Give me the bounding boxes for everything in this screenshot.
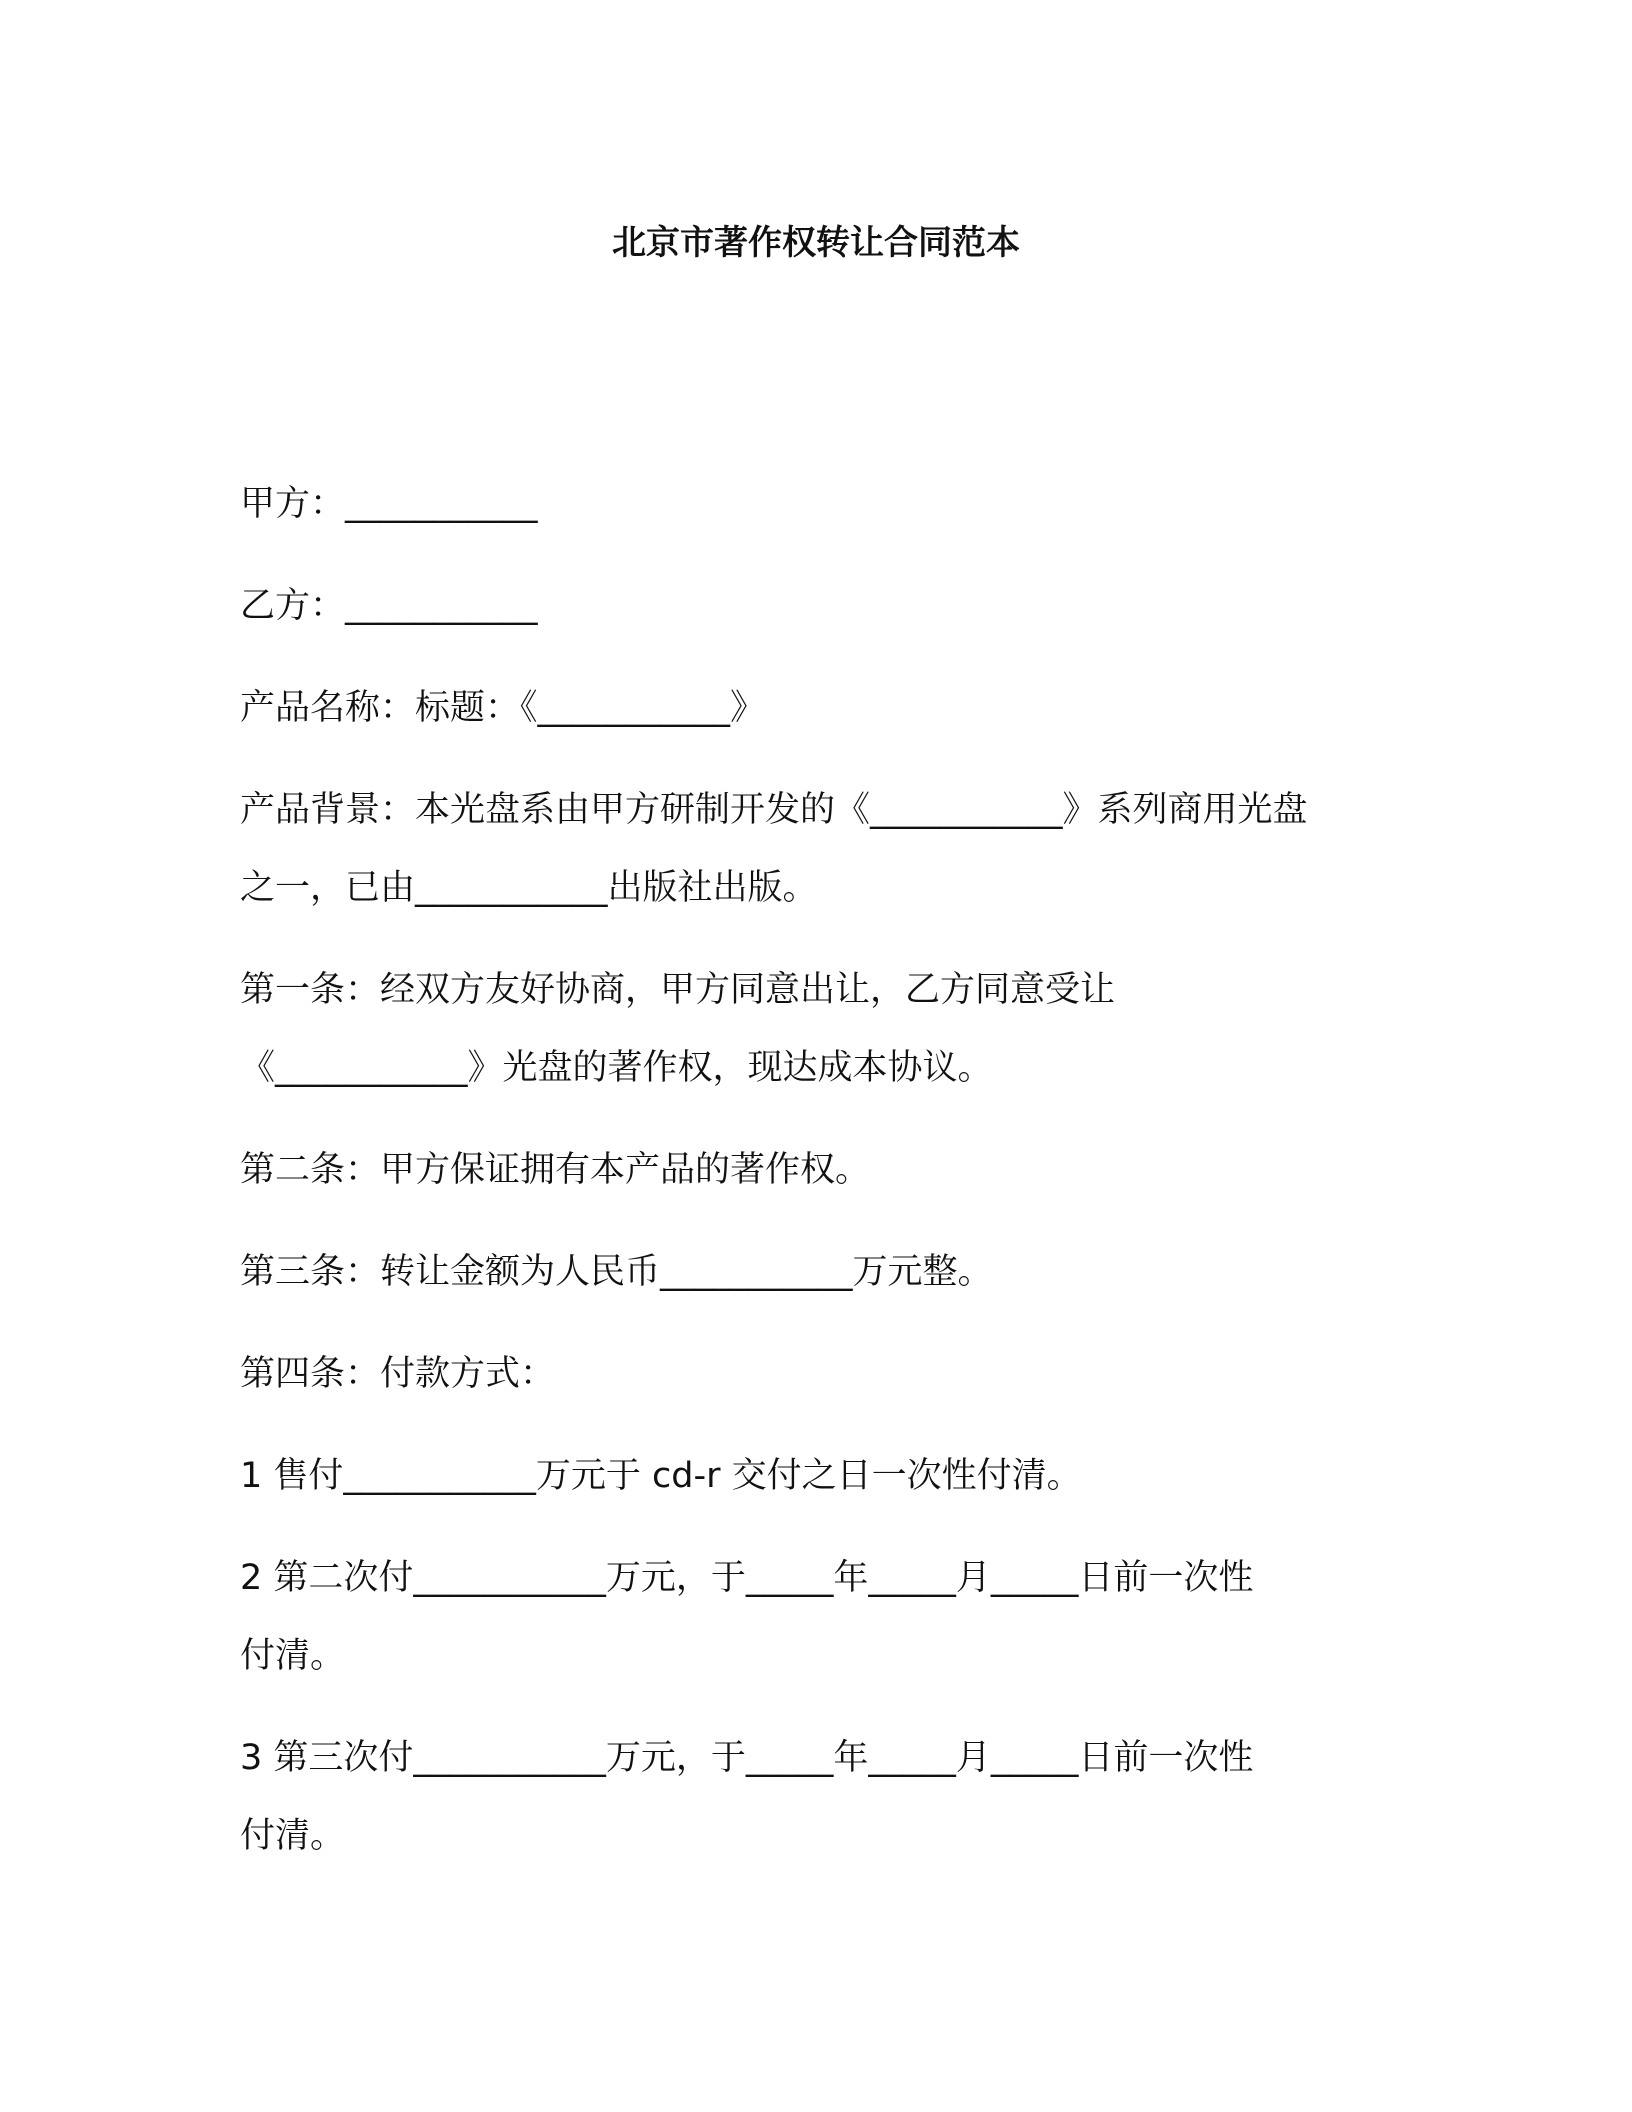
payment-1-line: 1 售付___________万元于 cd-r 交付之日一次性付清。 [240,1456,1082,1496]
article-4-line: 第四条：付款方式： [240,1354,556,1394]
article-3-line: 第三条：转让金额为人民币___________万元整。 [240,1252,993,1292]
product-name-line: 产品名称：标题：《___________》 [240,688,766,728]
document-title: 北京市著作权转让合同范本 [612,223,1020,263]
payment-2-line-2: 付清。 [240,1636,346,1676]
party-a-line: 甲方：___________ [240,484,538,524]
article-1-line-1: 第一条：经双方友好协商，甲方同意出让，乙方同意受让 [240,970,1116,1010]
party-b-line: 乙方：___________ [240,586,538,626]
payment-3-line-1: 3 第三次付___________万元，于_____年_____月_____日前一次性 [240,1738,1254,1778]
article-1-line-2: 《___________》光盘的著作权，现达成本协议。 [240,1048,993,1088]
payment-2-line-1: 2 第二次付___________万元，于_____年_____月_____日前一次性 [240,1558,1254,1598]
product-background-line-1: 产品背景：本光盘系由甲方研制开发的《___________》系列商用光盘 [240,790,1308,830]
article-2-line: 第二条：甲方保证拥有本产品的著作权。 [240,1150,871,1190]
product-background-line-2: 之一，已由___________出版社出版。 [240,868,818,908]
payment-3-line-2: 付清。 [240,1816,346,1856]
